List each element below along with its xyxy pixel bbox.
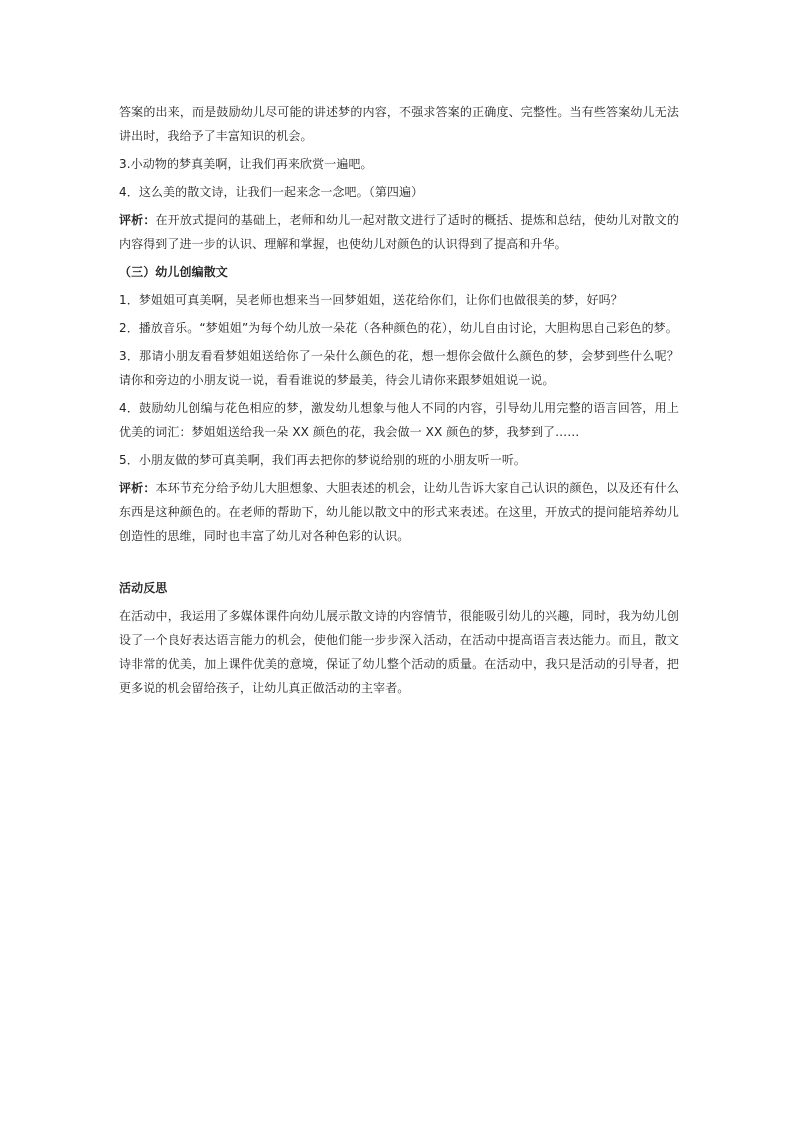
list-item: 1．梦姐姐可真美啊，吴老师也想来当一回梦姐姐，送花给你们，让你们也做很美的梦，好吗？ [119, 293, 623, 307]
list-item: 5．小朋友做的梦可真美啊，我们再去把你的梦说给别的班的小朋友听一听。 [119, 453, 527, 467]
comment-text: 本环节充分给予幼儿大胆想象、大胆表述的机会，让幼儿告诉大家自己认识的颜色，以及还有什么东西是这种颜色的。在老师的帮助下，幼儿能以散文中的形式来表述。在这里，开放式的提问能培养幼儿创造性的思维，同时也丰富了幼儿对各种色彩的认识。 [119, 481, 679, 543]
spacer [119, 552, 679, 576]
reflection-title: 活动反思 [119, 581, 168, 595]
document-body [119, 100, 679, 704]
paragraph-step-3: 3.小动物的梦真美啊，让我们再来欣赏一遍吧。 [119, 157, 373, 171]
comment-text: 在开放式提问的基础上，老师和幼儿一起对散文进行了适时的概括、提炼和总结，使幼儿对散文的内容得到了进一步的认识、理解和掌握，也使幼儿对颜色的认识得到了提高和升华。 [119, 213, 679, 251]
paragraph-step-4: 4．这么美的散文诗，让我们一起来念一念吧。（第四遍） [119, 185, 424, 199]
comment-paragraph-1 [119, 208, 679, 256]
list-item: 3．那请小朋友看看梦姐姐送给你了一朵什么颜色的花，想一想你会做什么颜色的梦，会梦到些什么呢？请你和旁边的小朋友说一说，看看谁说的梦最美，待会儿请你来跟梦姐姐说一说。 [119, 349, 679, 387]
list-item: 2．播放音乐。“梦姐姐”为每个幼儿放一朵花（各种颜色的花），幼儿自由讨论，大胆构思自己彩色的梦。 [119, 321, 678, 335]
comment-paragraph-2 [119, 476, 679, 548]
comment-label: 评析： [119, 481, 156, 495]
list-item: 4．鼓励幼儿创编与花色相应的梦，激发幼儿想象与他人不同的内容，引导幼儿用完整的语言回答，用上优美的词汇：梦姐姐送给我一朵 XX 颜色的花，我会做一 XX 颜色的梦，我梦到了…… [119, 401, 679, 439]
reflection-paragraph: 在活动中，我运用了多媒体课件向幼儿展示散文诗的内容情节，很能吸引幼儿的兴趣，同时，我为幼儿创设了一个良好表达语言能力的机会，使他们能一步步深入活动，在活动中提高语言表达能力。而且，散文诗非常的优美，加上课件优美的意境，保证了幼儿整个活动的质量。在活动中，我只是活动的引导者，把更多说的机会留给孩子，让幼儿真正做活动的主宰者。 [119, 609, 679, 695]
section-title: （三）幼儿创编散文 [119, 265, 228, 279]
paragraph-intro: 答案的出来，而是鼓励幼儿尽可能的讲述梦的内容，不强求答案的正确度、完整性。当有些答案幼儿无法讲出时，我给予了丰富知识的机会。 [119, 105, 679, 143]
comment-label: 评析： [119, 213, 156, 227]
